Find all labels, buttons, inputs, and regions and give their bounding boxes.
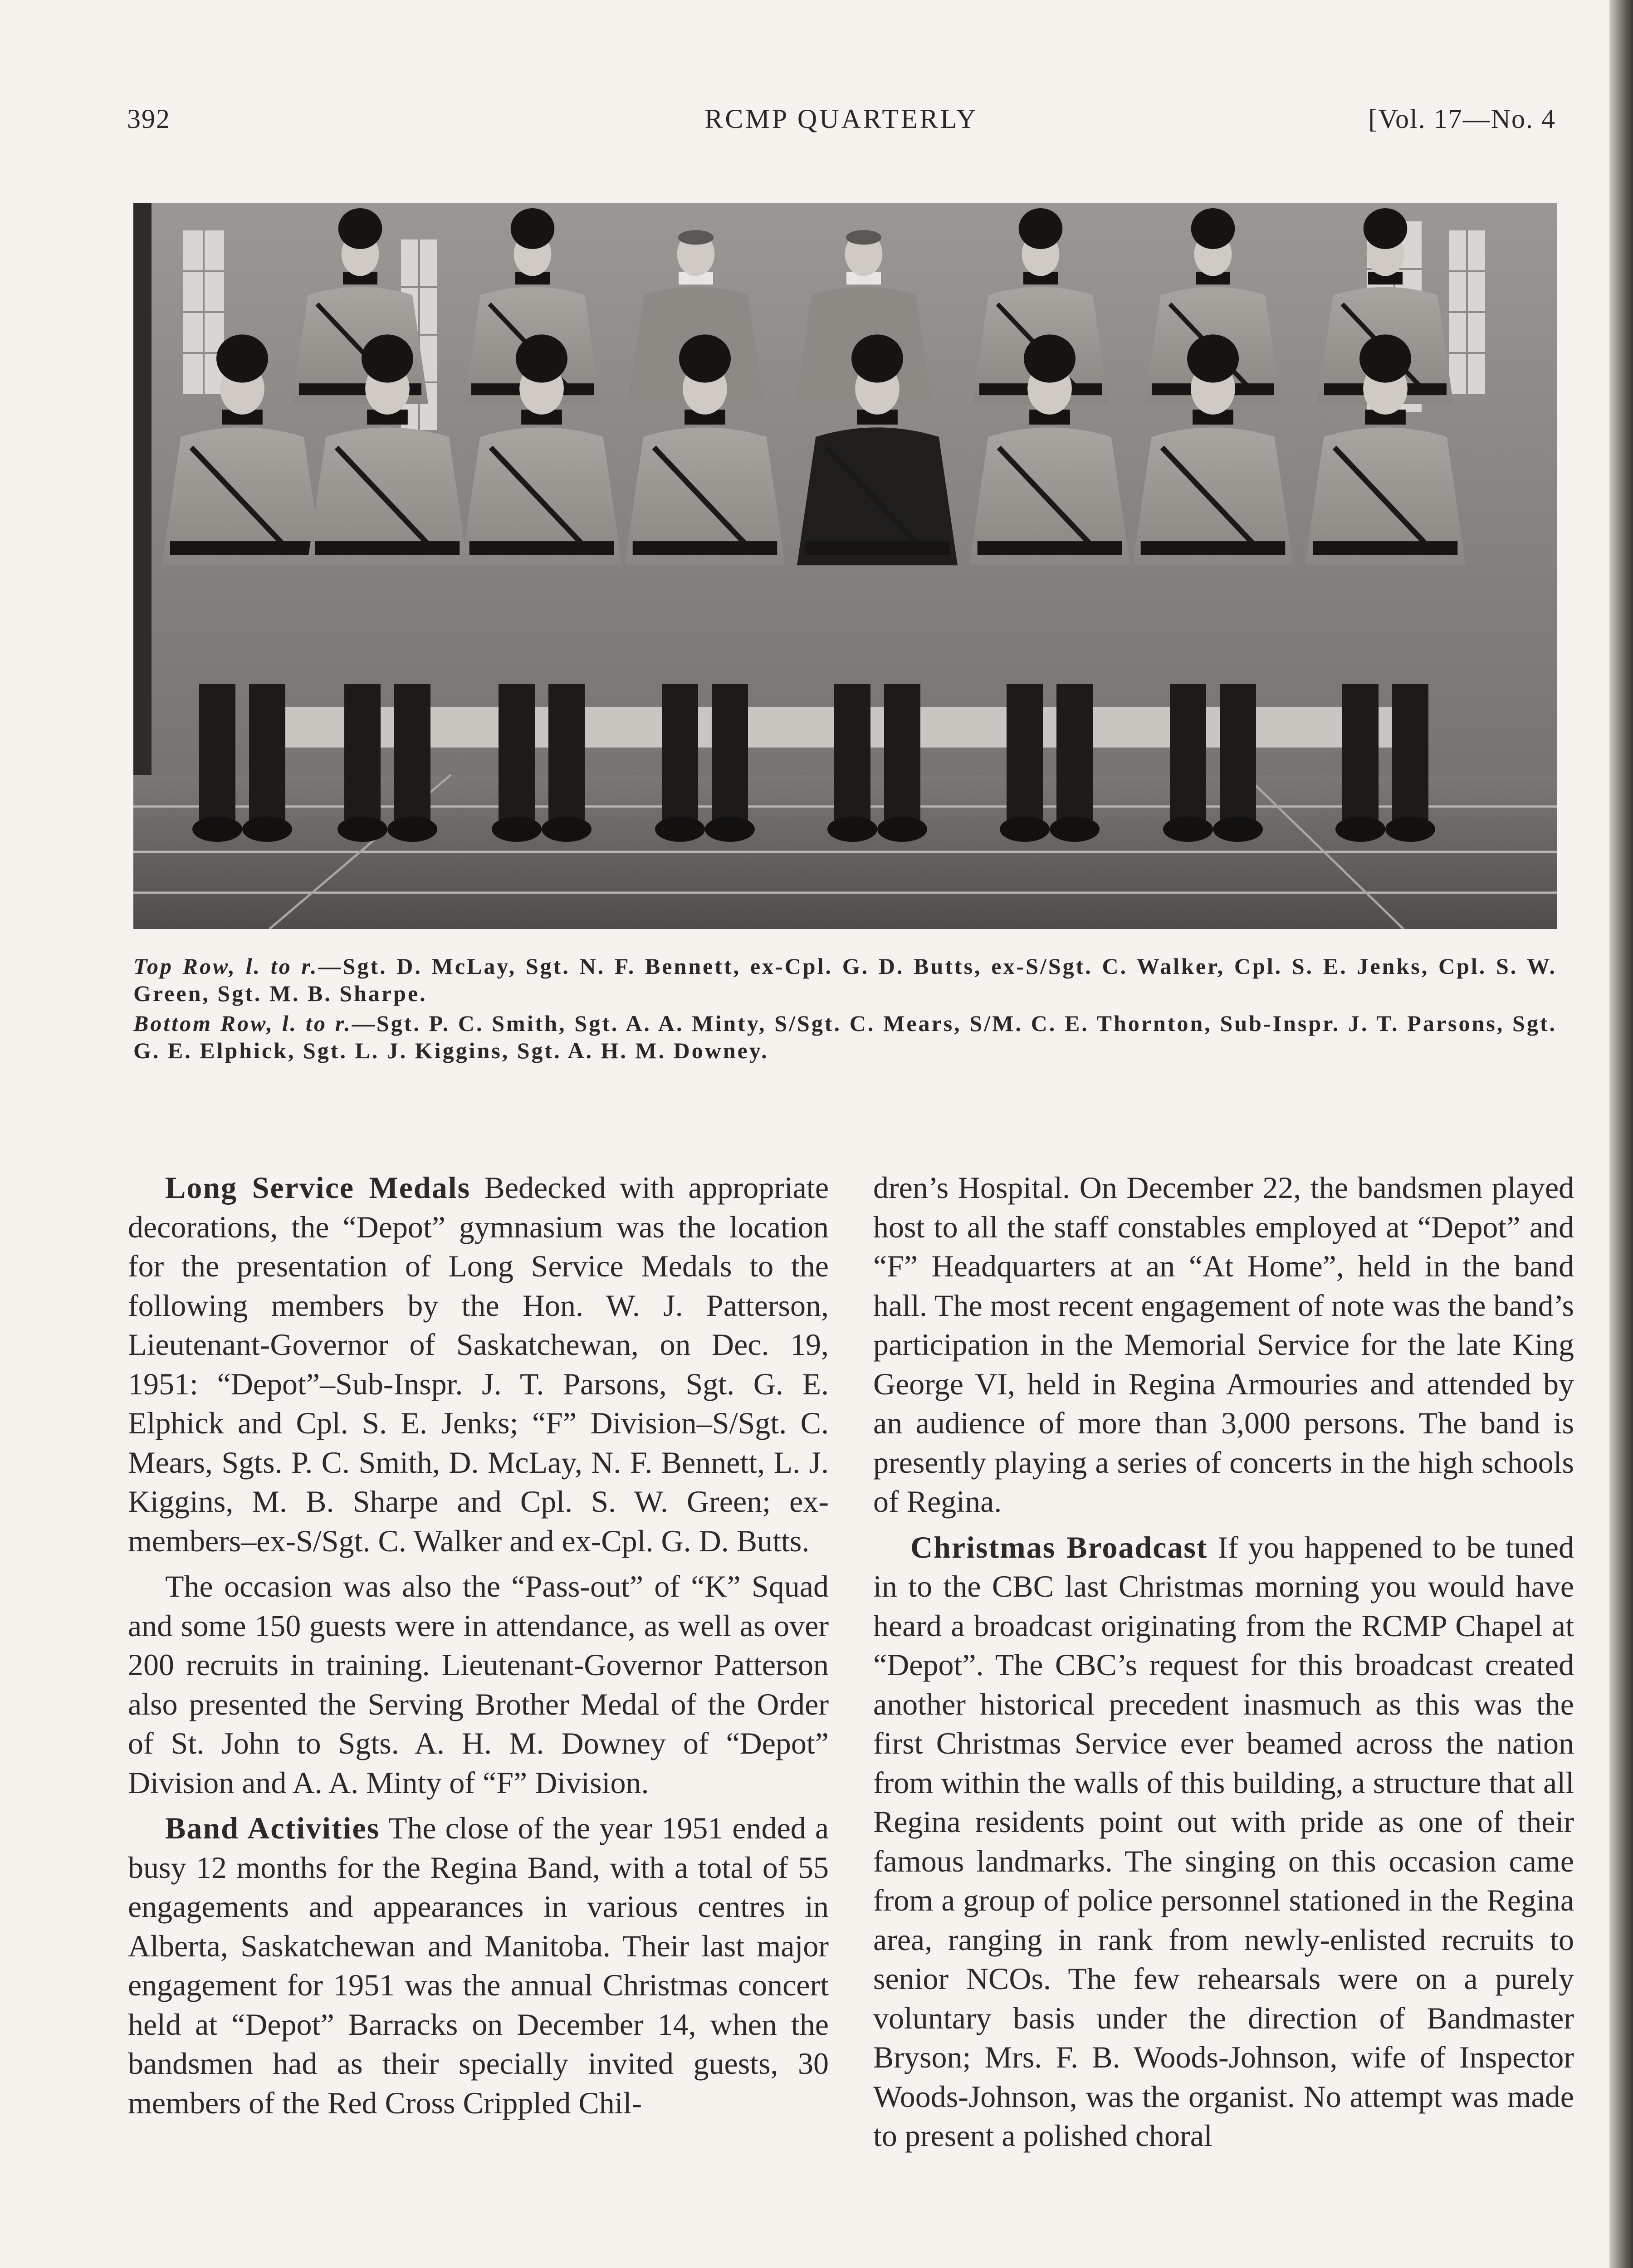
- group-photograph: [133, 203, 1557, 929]
- paragraph-band-activities: [128, 1809, 829, 2122]
- text-pass-out: The occasion was also the “Pass-out” of “K” Squad and some 150 guests were in attendance, as well as over 200 recruits in training. Lieutenant-Governor Patterson also presented the Serving Brother Medal of the Order of St. John to Sgts. A. H. M. Downey of “Depot” Division and A. A. Minty of “F” Division.: [128, 1569, 829, 1800]
- caption-top-row-names: —Sgt. D. McLay, Sgt. N. F. Bennett, ex-Cpl. G. D. Butts, ex-S/Sgt. C. Walker, Cpl. S. E. Jenks, Cpl. S. W. Green, Sgt. M. B. Sharpe.: [133, 953, 1557, 1006]
- journal-title: RCMP QUARTERLY: [704, 104, 978, 134]
- paragraph-long-service-medals: [128, 1168, 829, 1560]
- caption-bottom-row: [133, 1010, 1557, 1064]
- group-photograph-illustration: [133, 203, 1557, 929]
- running-header: [127, 103, 1556, 140]
- caption-bottom-row-names: —Sgt. P. C. Smith, Sgt. A. A. Minty, S/Sgt. C. Mears, S/M. C. E. Thornton, Sub-Inspr. J. T. Parsons, Sgt. G. E. Elphick, Sgt. L. J. Kiggins, Sgt. A. H. M. Downey.: [133, 1011, 1557, 1063]
- article-left-column: [128, 1168, 829, 2129]
- heading-band-activities: Band Activities: [165, 1811, 380, 1845]
- page-binding-edge: [1609, 0, 1633, 2268]
- heading-long-service-medals: Long Service Medals: [165, 1170, 471, 1205]
- paragraph-pass-out: [128, 1567, 829, 1802]
- text-long-service-medals: Bedecked with appropriate decorations, the “Depot” gymnasium was the location for the presentation of Long Service Medals to the following members by the Hon. W. J. Patterson, Lieutenant-Governor of Saskatchewan, on Dec. 19, 1951: “Depot”–Sub-Inspr. J. T. Parsons, Sgt. G. E. Elphick and Cpl. S. E. Jenks; “F” Division–S/Sgt. C. Mears, Sgts. P. C. Smith, D. McLay, N. F. Bennett, L. J. Kiggins, M. B. Sharpe and Cpl. S. W. Green; ex-members–ex-S/Sgt. C. Walker and ex-Cpl. G. D. Butts.: [128, 1170, 829, 1558]
- caption-top-row-lead: Top Row, l. to r.: [133, 953, 318, 979]
- page-number: 392: [127, 104, 171, 134]
- heading-christmas-broadcast: Christmas Broadcast: [910, 1530, 1208, 1564]
- article-right-column: [873, 1168, 1574, 2162]
- paragraph-band-continued: [873, 1168, 1574, 1521]
- volume-number: [Vol. 17—No. 4: [1368, 104, 1556, 134]
- caption-top-row: [133, 953, 1557, 1007]
- caption-bottom-row-lead: Bottom Row, l. to r.: [133, 1011, 352, 1036]
- paragraph-christmas-broadcast: [873, 1528, 1574, 2156]
- text-band-activities: The close of the year 1951 ended a busy 12 months for the Regina Band, with a total of 55 engagements and appearances in various centres in Alberta, Saskatchewan and Manitoba. Their last major engagement for 1951 was the annual Christmas concert held at “Depot” Barracks on December 14, when the bandsmen had as their specially invited guests, 30 members of the Red Cross Crippled Chil-: [128, 1811, 829, 2120]
- photo-caption: [133, 953, 1557, 1067]
- text-christmas-broadcast: If you happened to be tuned in to the CBC last Christmas morning you would have heard a broadcast originating from the RCMP Chapel at “Depot”. The CBC’s request for this broadcast created another historical precedent inasmuch as this was the first Christmas Service ever beamed across the nation from within the walls of this building, a structure that all Regina residents point out with pride as one of their famous landmarks. The singing on this occasion came from a group of police personnel stationed in the Regina area, ranging in rank from newly-enlisted recruits to senior NCOs. The few rehearsals were on a purely voluntary basis under the direction of Bandmaster Bryson; Mrs. F. B. Woods-Johnson, wife of Inspector Woods-Johnson, was the organist. No attempt was made to present a polished choral: [873, 1530, 1574, 2153]
- text-band-continued: dren’s Hospital. On December 22, the bandsmen played host to all the staff constables employed at “Depot” and “F” Headquarters at an “At Home”, held in the band hall. The most recent engagement of note was the band’s participation in the Memorial Service for the late King George VI, held in Regina Armouries and attended by an audience of more than 3,000 persons. The band is presently playing a series of concerts in the high schools of Regina.: [873, 1170, 1574, 1519]
